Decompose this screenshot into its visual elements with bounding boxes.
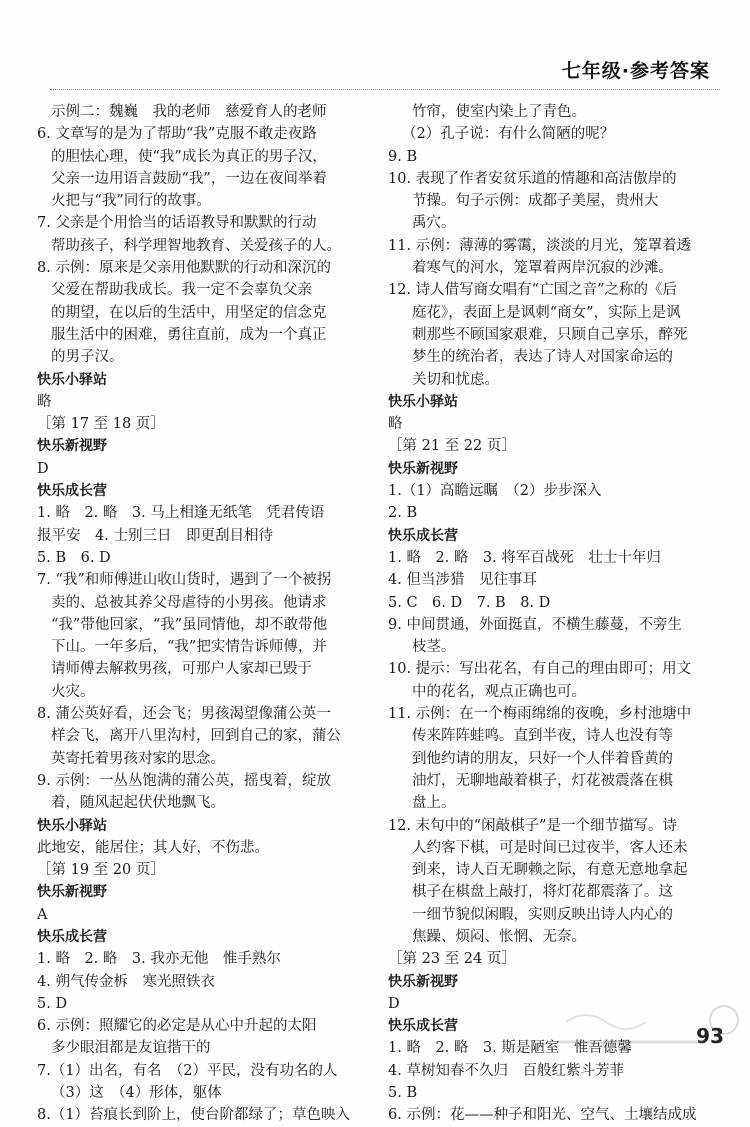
text-line: 报平安 4. 士别三日 即更刮目相待 bbox=[37, 527, 273, 544]
text-line: 示例二：魏巍 我的老师 慈爱育人的老师 bbox=[51, 104, 327, 120]
text-line: ［第 23 至 24 页］ bbox=[388, 951, 516, 968]
header-divider bbox=[50, 89, 720, 90]
page-number: 93 bbox=[696, 1024, 724, 1048]
page-header bbox=[0, 0, 750, 100]
text-line: 盘上。 bbox=[412, 795, 456, 812]
text-line: ［第 21 至 22 页］ bbox=[388, 438, 516, 455]
text-line: 10. 提示：写出花名，有自己的理由即可；用文 bbox=[388, 661, 692, 678]
text-line: 此地安，能居住；其人好，不伤悲。 bbox=[37, 839, 269, 856]
text-line: 7. 父亲是个用恰当的话语教导和默默的行动 bbox=[37, 215, 317, 232]
left-column bbox=[37, 101, 363, 1127]
text-line: 4. 草树知春不久归 百般红紫斗芳菲 bbox=[388, 1062, 624, 1079]
text-line: 枝茎。 bbox=[412, 639, 456, 656]
section-heading: 快乐成长营 bbox=[388, 527, 458, 544]
text-line: 样会飞，离开八里沟村，回到自己的家，蒲公 bbox=[51, 728, 341, 745]
text-line: 英寄托着男孩对家的思念。 bbox=[51, 750, 225, 767]
text-line: 的胆怯心理，使“我”成长为真正的男子汉， bbox=[51, 148, 327, 165]
text-line: 4. 但当涉猎 见往事耳 bbox=[388, 572, 537, 589]
text-line: 7. “我”和师傅进山收山货时，遇到了一个被拐 bbox=[37, 572, 332, 589]
header-title: 七年级·参考答案 bbox=[561, 60, 710, 82]
text-line: 12. 末句中的“闲敲棋子”是一个细节描写。诗 bbox=[388, 817, 677, 834]
text-line: 着寒气的河水，笼罩着两岸沉寂的沙滩。 bbox=[412, 260, 673, 277]
text-line: D bbox=[37, 460, 49, 477]
text-line: 5. B 6. D bbox=[37, 549, 111, 566]
text-line: 人约客下棋，可是时间已过夜半，客人还未 bbox=[412, 839, 688, 856]
text-line: 11. 示例：薄薄的雾霭，淡淡的月光，笼罩着透 bbox=[388, 237, 692, 254]
text-line: A bbox=[37, 906, 48, 923]
section-heading: 快乐小驿站 bbox=[37, 817, 107, 834]
text-line: 传来阵阵蛙鸣。直到半夜，诗人也没有等 bbox=[412, 728, 673, 745]
section-heading: 快乐小驿站 bbox=[388, 393, 458, 410]
text-line: 8.（1）苔痕长到阶上，使台阶都绿了；草色映入 bbox=[37, 1107, 351, 1124]
text-line: 1. 略 2. 略 3. 斯是陋室 惟吾德馨 bbox=[388, 1040, 632, 1057]
text-line: 略 bbox=[388, 416, 403, 433]
text-line: 8. 蒲公英好看，还会飞；男孩渴望像蒲公英一 bbox=[37, 706, 331, 723]
text-line: 关切和忧虑。 bbox=[412, 371, 499, 388]
text-line: 帮助孩子，科学理智地教育、关爱孩子的人。 bbox=[51, 237, 341, 254]
text-line: 5. D bbox=[37, 995, 68, 1012]
text-line: 油灯，无聊地敲着棋子，灯花被震落在棋 bbox=[412, 772, 673, 789]
text-line: 11. 示例：在一个梅雨绵绵的夜晚，乡村池塘中 bbox=[388, 706, 692, 723]
section-heading: 快乐新视野 bbox=[37, 884, 107, 901]
text-line: 焦躁、烦闷、怅惘、无奈。 bbox=[412, 928, 586, 945]
section-heading: 快乐成长营 bbox=[37, 928, 107, 945]
section-heading: 快乐新视野 bbox=[388, 460, 458, 477]
text-line: 5. B bbox=[388, 1085, 418, 1102]
text-line: 4. 朔气传金柝 寒光照铁衣 bbox=[37, 973, 215, 990]
text-line: ［第 19 至 20 页］ bbox=[37, 862, 165, 879]
text-line: 1. 略 2. 略 3. 马上相逢无纸笔 凭君传语 bbox=[37, 505, 325, 522]
text-line: 到来，诗人百无聊赖之际，有意无意地拿起 bbox=[412, 862, 688, 879]
text-line: （2）孔子说：有什么简陋的呢？ bbox=[402, 126, 615, 143]
text-line: 9. B bbox=[388, 148, 418, 165]
text-line: 卖的、总被其养父母虐待的小男孩。他请求 bbox=[51, 594, 327, 611]
text-line: 6. 文章写的是为了帮助“我”克服不敢走夜路 bbox=[37, 126, 317, 143]
text-line: 8. 示例：原来是父亲用他默默的行动和深沉的 bbox=[37, 260, 331, 277]
text-line: 1.（1）高瞻远瞩 （2）步步深入 bbox=[388, 483, 602, 500]
text-line: 的男子汉。 bbox=[51, 349, 124, 366]
section-heading: 快乐成长营 bbox=[37, 483, 107, 500]
text-line: 1. 略 2. 略 3. 我亦无他 惟手熟尔 bbox=[37, 951, 281, 968]
text-line: 6. 示例：花——种子和阳光、空气、土壤结成成 bbox=[388, 1107, 697, 1124]
text-line: 庭花》，表面上是讽刺“商女”，实际上是讽 bbox=[412, 304, 681, 321]
text-line: 6. 示例：照耀它的必定是从心中升起的太阳 bbox=[37, 1018, 317, 1035]
right-column bbox=[388, 101, 722, 1127]
section-heading: 快乐新视野 bbox=[37, 438, 107, 455]
text-line: 到他约请的朋友，只好一个人伴着昏黄的 bbox=[412, 750, 673, 767]
text-line: 着，随风起起伏伏地飘飞。 bbox=[51, 795, 225, 812]
section-heading: 快乐新视野 bbox=[388, 973, 458, 990]
text-line: 竹帘，使室内染上了青色。 bbox=[412, 104, 586, 120]
text-line: “我”带他回家，“我”虽同情他，却不敢带他 bbox=[51, 616, 328, 633]
text-line: 节操。句子示例：成都子美屋，贵州大 bbox=[412, 193, 659, 210]
text-line: 9. 中间贯通，外面挺直，不横生藤蔓，不旁生 bbox=[388, 616, 682, 633]
text-line: 禹穴。 bbox=[412, 215, 456, 232]
text-line: （3）这 （4）形体，躯体 bbox=[51, 1085, 222, 1102]
text-line: 父亲一边用语言鼓励“我”，一边在夜间举着 bbox=[51, 170, 327, 187]
text-line: 梦生的统治者，表达了诗人对国家命运的 bbox=[412, 349, 673, 366]
text-line: 一细节貌似闲暇，实则反映出诗人内心的 bbox=[412, 906, 673, 923]
text-line: 10. 表现了作者安贫乐道的情趣和高洁傲岸的 bbox=[388, 170, 677, 187]
text-line: 下山。一年多后，“我”把实情告诉师傅，并 bbox=[51, 639, 327, 656]
text-line: 略 bbox=[37, 393, 52, 410]
text-line: 火灾。 bbox=[51, 683, 95, 700]
text-line: 9. 示例：一丛丛饱满的蒲公英，摇曳着，绽放 bbox=[37, 772, 331, 789]
section-heading: 快乐小驿站 bbox=[37, 371, 107, 388]
section-heading: 快乐成长营 bbox=[388, 1018, 458, 1035]
text-line: 火把与“我”同行的故事。 bbox=[51, 193, 211, 210]
text-line: 刺那些不顾国家艰难，只顾自己享乐，醉死 bbox=[412, 326, 688, 343]
text-line: 多少眼泪都是友谊揩干的 bbox=[51, 1040, 211, 1057]
text-line: 服生活中的困难，勇往直前，成为一个真正 bbox=[51, 326, 327, 343]
text-line: D bbox=[388, 995, 400, 1012]
text-line: 中的花名，观点正确也可。 bbox=[412, 683, 586, 700]
text-line: 1. 略 2. 略 3. 将军百战死 壮士十年归 bbox=[388, 549, 661, 566]
text-line: 7.（1）出名，有名 （2）平民，没有功名的人 bbox=[37, 1062, 338, 1079]
text-line: 棋子在棋盘上敲打，将灯花都震落了。这 bbox=[412, 884, 673, 901]
text-line: 父爱在帮助我成长。我一定不会辜负父亲 bbox=[51, 282, 312, 299]
text-line: 2. B bbox=[388, 505, 418, 522]
text-line: 请师傅去解救男孩，可那户人家却已毁于 bbox=[51, 661, 312, 678]
text-line: 5. C 6. D 7. B 8. D bbox=[388, 594, 551, 611]
text-line: 的期望，在以后的生活中，用坚定的信念克 bbox=[51, 304, 327, 321]
text-line: ［第 17 至 18 页］ bbox=[37, 416, 165, 433]
text-line: 12. 诗人借写商女唱有“亡国之音”之称的《后 bbox=[388, 282, 677, 299]
